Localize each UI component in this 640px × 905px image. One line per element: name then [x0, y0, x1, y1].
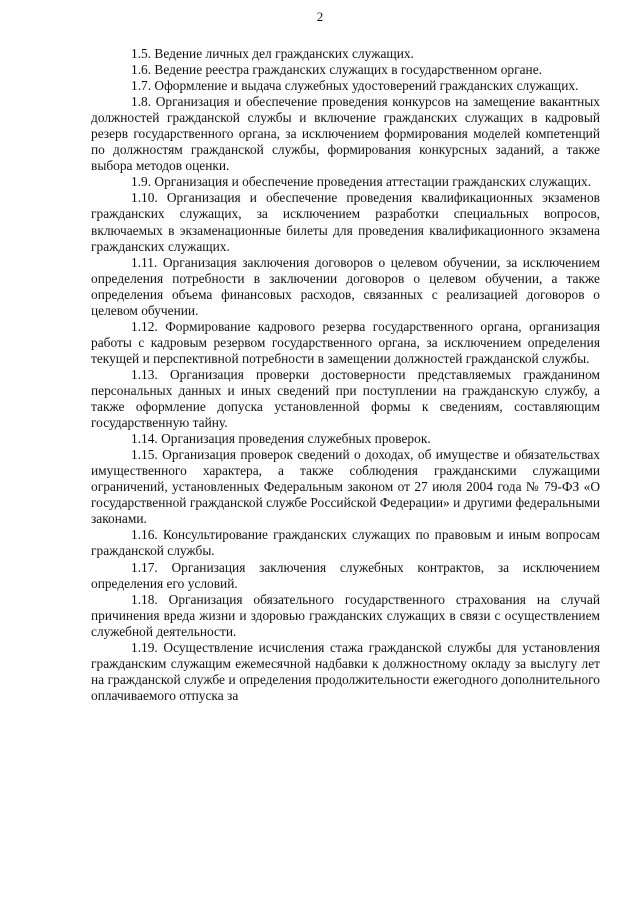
paragraph-1-6: 1.6. Ведение реестра гражданских служащих в государственном органе.	[131, 62, 542, 78]
paragraph-1-10: 1.10. Организация и обеспечение проведения квалификационных экзаменов гражданских служащих, за исключением разработки специальных вопросов, включаемых в экзаменационные билеты для проведения квалификационного экзамена гражданских служащих.	[91, 190, 600, 254]
paragraph-1-13: 1.13. Организация проверки достоверности представляемых гражданином персональных данных и иных сведений при поступлении на гражданскую службу, а также оформление допуска установленной формы к сведениям, составляющим государственную тайну.	[91, 366, 600, 431]
paragraph-1-18: 1.18. Организация обязательного государственного страхования на случай причинения вреда жизни и здоровью гражданских служащих в связи с осуществлением служебной деятельности.	[91, 591, 600, 639]
document-body	[91, 46, 600, 704]
paragraph-1-14: 1.14. Организация проведения служебных проверок.	[131, 431, 431, 447]
paragraph-1-11: 1.11. Организация заключения договоров о целевом обучении, за исключением определения потребности в заключении договоров о целевом обучении, а также определения объема финансовых расходов, связанных с реализацией договоров о целевом обучении.	[91, 254, 600, 318]
paragraph-1-19: 1.19. Осуществление исчисления стажа гражданской службы для установления гражданским служащим ежемесячной надбавки к должностному окладу за выслугу лет на гражданской службе и определения продолжительности ежегодного дополнительного оплачиваемого отпуска за	[91, 639, 600, 703]
paragraph-1-17: 1.17. Организация заключения служебных контрактов, за исключением определения его условий.	[91, 559, 600, 591]
paragraph-1-9: 1.9. Организация и обеспечение проведения аттестации гражданских служащих.	[131, 174, 592, 190]
paragraph-1-8: 1.8. Организация и обеспечение проведения конкурсов на замещение вакантных должностей гражданской службы и включение гражданских служащих в кадровый резерв государственного органа, за исключением формирования моделей компетенций по должностям гражданской службы, формирования конкурсных заданий, а также выбора методов оценки.	[91, 94, 600, 174]
page-number: 2	[316, 9, 324, 24]
paragraph-1-16: 1.16. Консультирование гражданских служащих по правовым и иным вопросам гражданской службы.	[91, 527, 600, 559]
paragraph-1-12: 1.12. Формирование кадрового резерва государственного органа, организация работы с кадровым резервом государственного органа, за исключением определения текущей и перспективной потребности в замещении должностей гражданской службы.	[91, 318, 600, 366]
paragraph-1-15: 1.15. Организация проверок сведений о доходах, об имуществе и обязательствах имущественного характера, а также соблюдения гражданскими служащими ограничений, установленных Федеральным законом от 27 июля 2004 года № 79-ФЗ «О государственной гражданской службе Российской Федерации» и другими федеральными законами.	[91, 447, 600, 527]
paragraph-1-5: 1.5. Ведение личных дел гражданских служащих.	[131, 46, 414, 61]
paragraph-1-7: 1.7. Оформление и выдача служебных удостоверений гражданских служащих.	[131, 78, 579, 94]
